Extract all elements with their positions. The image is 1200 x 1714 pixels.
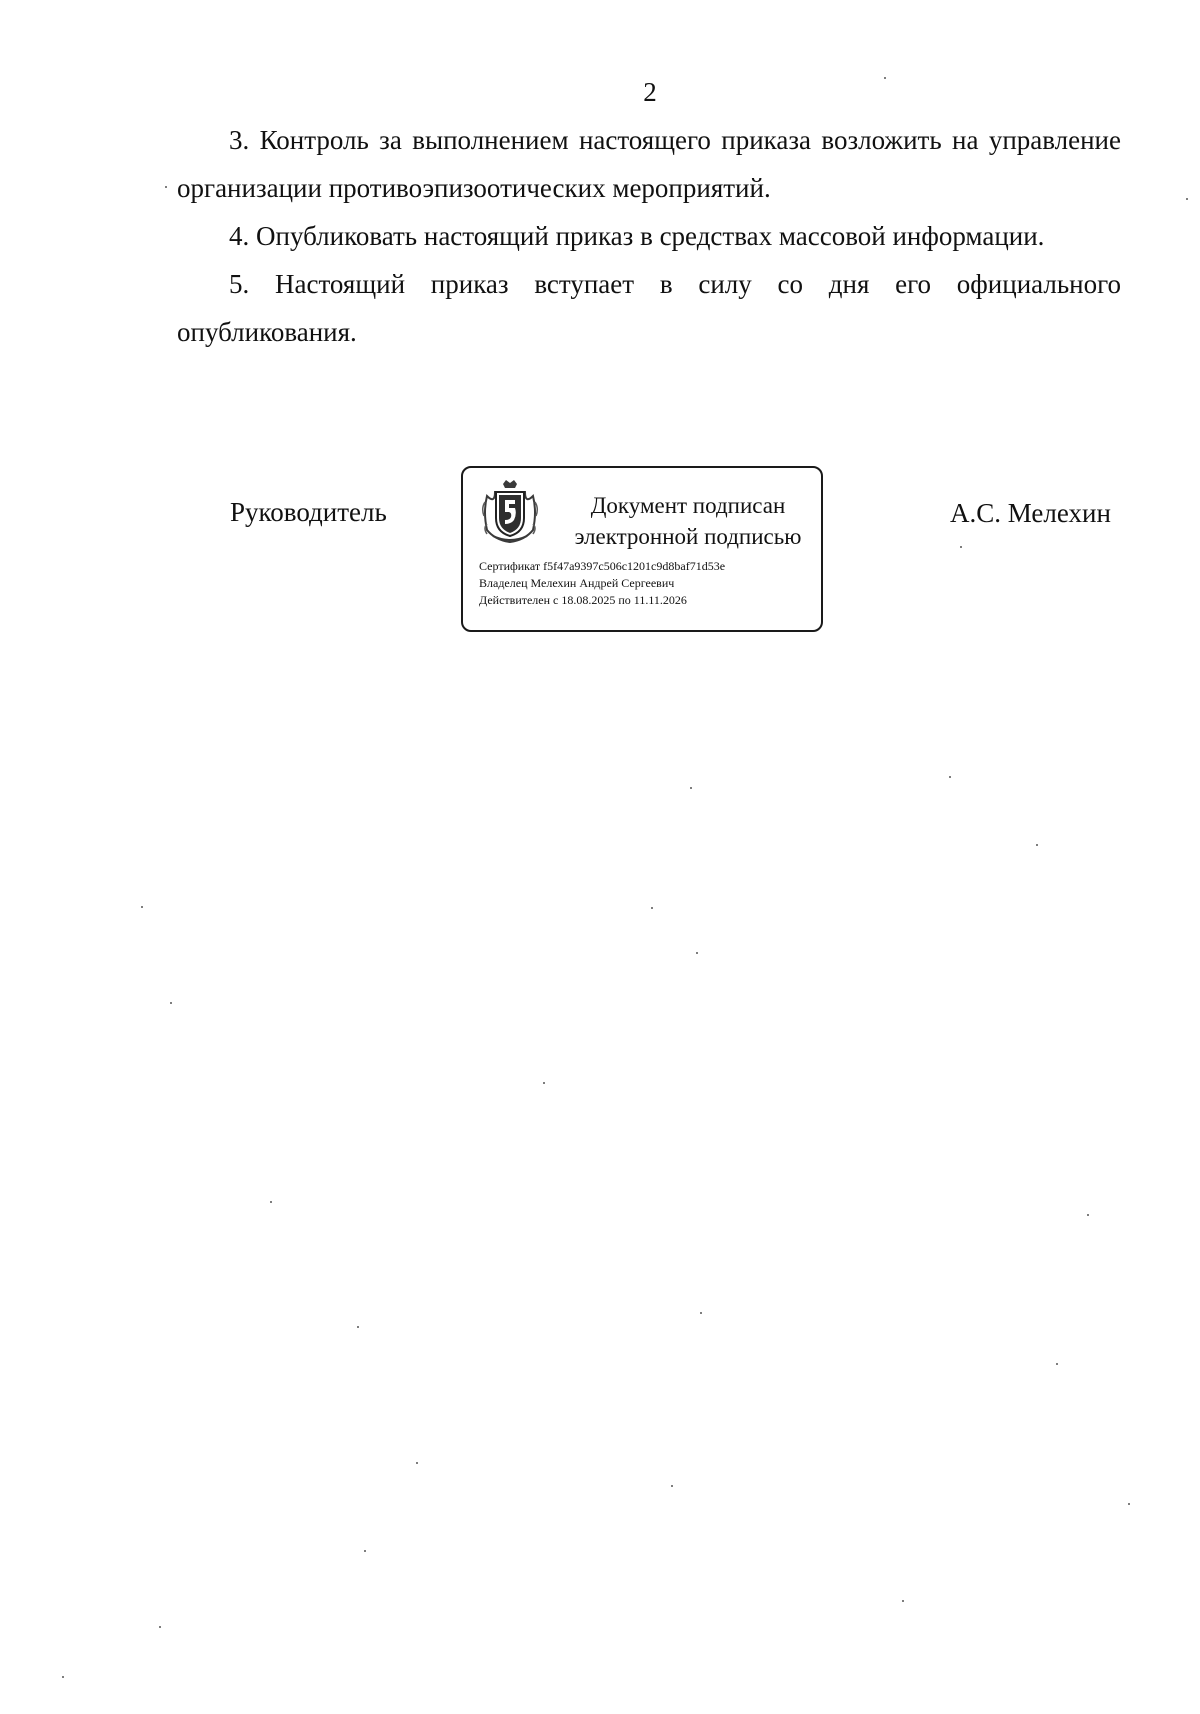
certificate-owner: Владелец Мелехин Андрей Сергеевич <box>479 576 675 590</box>
scan-speck <box>159 1626 161 1628</box>
scan-speck <box>1186 198 1188 200</box>
coat-of-arms-icon <box>481 478 539 544</box>
scan-speck <box>884 77 886 79</box>
scan-speck <box>902 1600 904 1602</box>
scan-speck <box>141 906 143 908</box>
scan-speck <box>62 1676 64 1678</box>
paragraph-3: 3. Контроль за выполнением настоящего приказа возложить на управление организации противоэпизоотических мероприятий. <box>177 125 1121 203</box>
scan-speck <box>416 1462 418 1464</box>
signer-position: Руководитель <box>230 497 387 527</box>
electronic-signature-stamp <box>461 466 823 632</box>
scan-speck <box>700 1312 702 1314</box>
certificate-validity: Действителен с 18.08.2025 по 11.11.2026 <box>479 593 687 607</box>
signer-name: А.С. Мелехин <box>950 498 1111 528</box>
scan-speck <box>1036 844 1038 846</box>
scan-speck <box>651 907 653 909</box>
scan-speck <box>364 1550 366 1552</box>
scan-speck <box>1128 1503 1130 1505</box>
scan-speck <box>170 1002 172 1004</box>
stamp-heading <box>563 490 813 552</box>
scan-speck <box>960 546 962 548</box>
scan-speck <box>543 1082 545 1084</box>
stamp-heading-line-1: Документ подписан <box>590 493 786 518</box>
document-body <box>177 116 1121 356</box>
scan-speck <box>671 1485 673 1487</box>
scan-speck <box>165 186 167 188</box>
scan-speck <box>1087 1214 1089 1216</box>
scan-speck <box>1056 1363 1058 1365</box>
signature-block <box>0 466 1200 636</box>
stamp-details <box>479 558 819 609</box>
scan-speck <box>696 952 698 954</box>
certificate-number: Сертификат f5f47a9397c506c1201c9d8baf71d53e <box>479 559 726 573</box>
paragraph-5: 5. Настоящий приказ вступает в силу со дня его официального опубликования. <box>177 269 1121 347</box>
paragraph-4: 4. Опубликовать настоящий приказ в средствах массовой информации. <box>229 221 1045 251</box>
scan-speck <box>357 1326 359 1328</box>
scan-speck <box>270 1201 272 1203</box>
scan-speck <box>690 787 692 789</box>
stamp-heading-line-2: электронной подписью <box>574 524 802 549</box>
scan-speck <box>949 776 951 778</box>
page-number: 2 <box>643 77 657 107</box>
